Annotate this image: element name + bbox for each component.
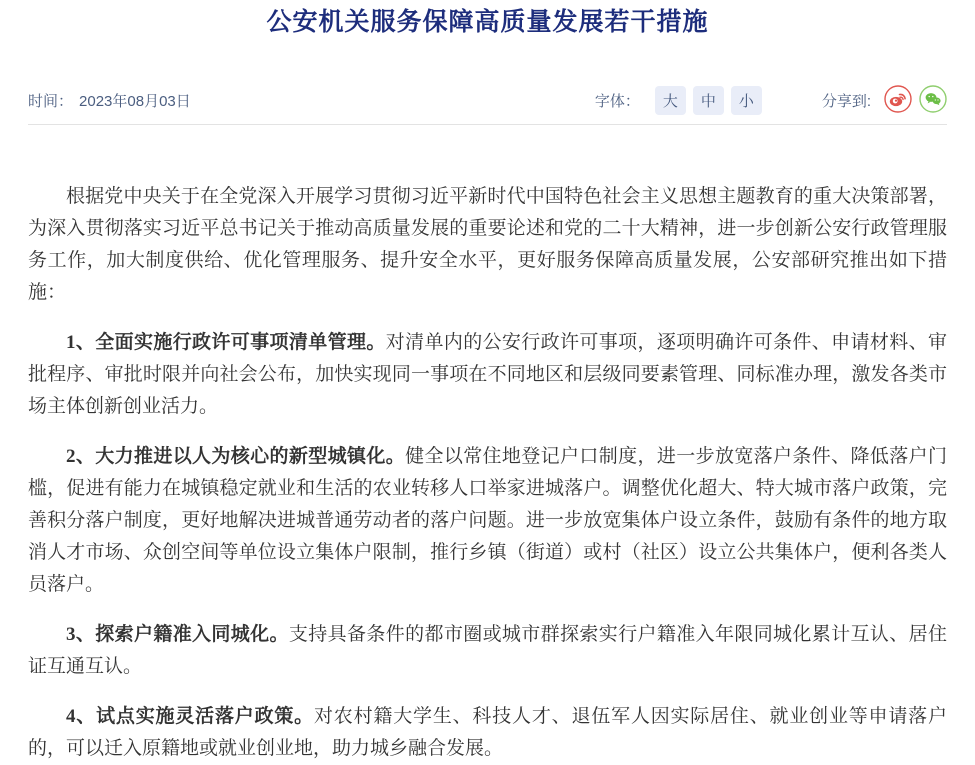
publish-time bbox=[28, 90, 191, 111]
time-value: 2023年08月03日 bbox=[79, 92, 191, 110]
paragraph-text: 对农村籍大学生、科技人才、退伍军人因实际居住、就业创业等申请落户的，可以迁入原籍地或就业创业地，助力城乡融合发展。 bbox=[28, 706, 947, 759]
font-size-label: 字体： bbox=[594, 92, 640, 110]
wechat-share-button[interactable] bbox=[919, 86, 947, 114]
meta-tools bbox=[595, 86, 947, 115]
paragraph-text: 支持具备条件的都市圈或城市群探索实行户籍准入年限同城化累计互认、居住证互通互认。 bbox=[28, 624, 947, 677]
paragraph-measure-1 bbox=[28, 327, 947, 423]
paragraph-intro bbox=[28, 181, 947, 309]
page-title: 公安机关服务保障高质量发展若干措施 bbox=[266, 8, 709, 36]
weibo-icon bbox=[884, 85, 912, 116]
article-page bbox=[0, 8, 975, 765]
paragraph-lead: 4、试点实施灵活落户政策。 bbox=[66, 706, 314, 727]
paragraph-lead: 3、探索户籍准入同城化。 bbox=[66, 624, 289, 645]
font-size-large-button[interactable]: 大 bbox=[655, 86, 686, 115]
paragraph-text: 健全以常住地登记户口制度，进一步放宽落户条件、降低落户门槛，促进有能力在城镇稳定就业和生活的农业转移人口举家进城落户。调整优化超大、特大城市落户政策，完善积分落户制度，更好地解决进城普通劳动者的落户问题。进一步放宽集体户设立条件，鼓励有条件的地方取消人才市场、众创空间等单位设立集体户限制，推行乡镇（街道）或村（社区）设立公共集体户，便利各类人员落户。 bbox=[28, 446, 947, 595]
paragraph-measure-2 bbox=[28, 441, 947, 601]
wechat-icon bbox=[919, 85, 947, 116]
meta-divider bbox=[28, 124, 947, 125]
font-size-small-button[interactable]: 小 bbox=[731, 86, 762, 115]
paragraph-lead: 2、大力推进以人为核心的新型城镇化。 bbox=[66, 446, 406, 467]
weibo-share-button[interactable] bbox=[884, 86, 912, 114]
article-body bbox=[28, 181, 947, 765]
paragraph-text: 对清单内的公安行政许可事项，逐项明确许可条件、申请材料、审批程序、审批时限并向社会公布，加快实现同一事项在不同地区和层级同要素管理、同标准办理，激发各类市场主体创新创业活力。 bbox=[28, 332, 947, 417]
share-label: 分享到: bbox=[821, 92, 871, 110]
paragraph-lead: 1、全面实施行政许可事项清单管理。 bbox=[66, 332, 386, 353]
paragraph-measure-4 bbox=[28, 701, 947, 765]
time-label: 时间： bbox=[28, 92, 74, 110]
paragraph-text: 根据党中央关于在全党深入开展学习贯彻习近平新时代中国特色社会主义思想主题教育的重大决策部署，为深入贯彻落实习近平总书记关于推动高质量发展的重要论述和党的二十大精神，进一步创新公安行政管理服务工作，加大制度供给、优化管理服务、提升安全水平，更好服务保障高质量发展，公安部研究推出如下措施： bbox=[28, 186, 947, 303]
paragraph-measure-3 bbox=[28, 619, 947, 683]
meta-bar bbox=[28, 84, 947, 116]
font-size-medium-button[interactable]: 中 bbox=[693, 86, 724, 115]
